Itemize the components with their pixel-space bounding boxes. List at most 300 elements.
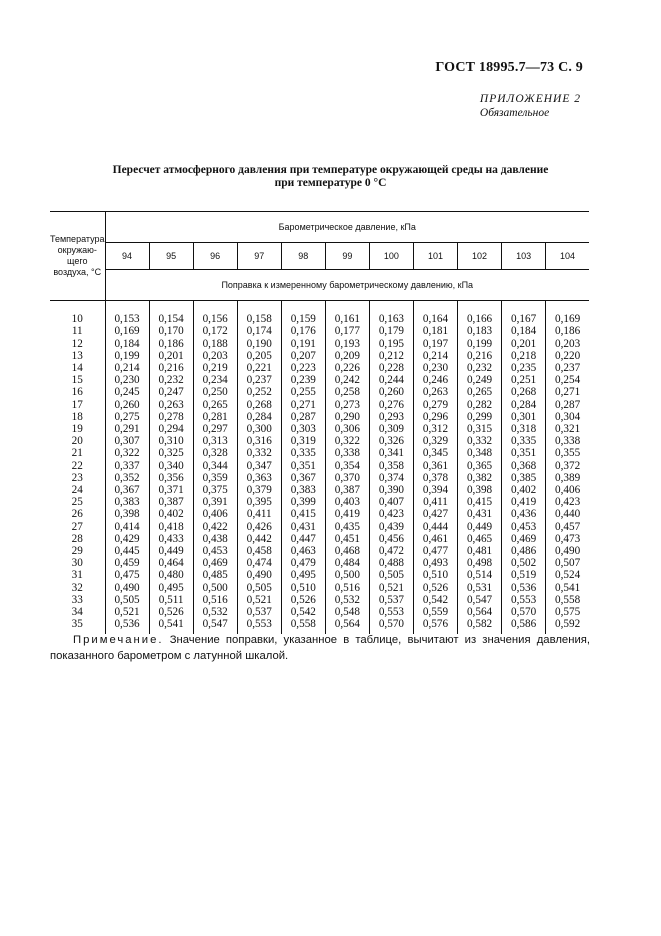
table-row — [50, 508, 589, 520]
appendix-block — [480, 92, 581, 120]
correction-value-cell: 0,365 — [458, 460, 502, 472]
correction-value-cell: 0,301 — [502, 411, 546, 423]
table-row — [50, 399, 589, 411]
spacer-cell — [325, 301, 369, 314]
pressure-header-cell: 104 — [546, 243, 589, 270]
correction-value-cell: 0,316 — [237, 435, 281, 447]
correction-value-cell: 0,442 — [237, 533, 281, 545]
correction-value-cell: 0,347 — [237, 460, 281, 472]
temp-header-line: Температура — [50, 234, 105, 244]
correction-value-cell: 0,453 — [502, 521, 546, 533]
correction-value-cell: 0,203 — [193, 350, 237, 362]
correction-value-cell: 0,232 — [149, 374, 193, 386]
correction-value-cell: 0,214 — [413, 350, 457, 362]
correction-value-cell: 0,521 — [369, 582, 413, 594]
correction-value-cell: 0,219 — [193, 362, 237, 374]
correction-value-cell: 0,370 — [325, 472, 369, 484]
correction-value-cell: 0,575 — [554, 606, 581, 619]
correction-value-cell: 0,519 — [502, 569, 546, 581]
correction-value-cell: 0,279 — [413, 399, 457, 411]
correction-value-cell: 0,564 — [458, 606, 502, 618]
correction-value-cell: 0,464 — [149, 557, 193, 569]
correction-value-cell: 0,367 — [105, 484, 149, 496]
correction-value-cell: 0,547 — [458, 594, 502, 606]
correction-value-cell: 0,284 — [237, 411, 281, 423]
correction-value-cell: 0,477 — [413, 545, 457, 557]
correction-value-cell: 0,387 — [149, 496, 193, 508]
correction-value-cell: 0,218 — [502, 350, 546, 362]
correction-value-cell: 0,385 — [502, 472, 546, 484]
correction-value-cell: 0,344 — [193, 460, 237, 472]
pressure-header-cell: 100 — [369, 243, 413, 270]
pressure-group-header: Барометрическое давление, кПа — [105, 212, 589, 243]
correction-value-cell: 0,340 — [149, 460, 193, 472]
table-row — [50, 569, 589, 581]
correction-value-cell: 0,332 — [458, 435, 502, 447]
correction-value-cell: 0,300 — [237, 423, 281, 435]
pressure-header-cell: 102 — [458, 243, 502, 270]
correction-value-cell: 0,526 — [413, 582, 457, 594]
correction-value-cell: 0,541 — [149, 618, 193, 630]
spacer-cell — [50, 301, 105, 314]
correction-value-cell: 0,473 — [554, 532, 581, 545]
correction-value-cell: 0,391 — [193, 496, 237, 508]
correction-value-cell: 0,161 — [325, 313, 369, 325]
appendix-subtitle: Обязательное — [479, 107, 550, 119]
correction-value-cell: 0,209 — [325, 350, 369, 362]
correction-value-cell: 0,230 — [105, 374, 149, 386]
correction-value-cell: 0,321 — [554, 423, 581, 436]
temperature-cell: 18 — [50, 411, 105, 423]
correction-value-cell: 0,186 — [149, 338, 193, 350]
correction-value-cell: 0,558 — [281, 618, 325, 630]
spacer-cell — [149, 301, 193, 314]
table-row — [50, 594, 589, 606]
correction-value-cell: 0,395 — [237, 496, 281, 508]
correction-value-cell: 0,181 — [413, 325, 457, 337]
correction-value-cell: 0,514 — [458, 569, 502, 581]
pressure-header-cell: 97 — [237, 243, 281, 270]
correction-value-cell: 0,444 — [413, 521, 457, 533]
correction-value-cell: 0,378 — [413, 472, 457, 484]
temperature-cell: 33 — [50, 594, 105, 606]
correction-value-cell: 0,505 — [105, 594, 149, 606]
correction-value-cell: 0,431 — [458, 508, 502, 520]
table-row — [50, 606, 589, 618]
note — [50, 633, 590, 664]
note-label: Примечание. — [73, 634, 164, 646]
spacer-cell — [502, 301, 546, 314]
temperature-cell: 29 — [50, 545, 105, 557]
correction-value-cell: 0,500 — [325, 569, 369, 581]
table-row — [50, 386, 589, 398]
correction-value-cell: 0,338 — [554, 435, 581, 448]
correction-value-cell: 0,315 — [458, 423, 502, 435]
temperature-cell: 10 — [50, 313, 105, 325]
spacer-cell — [105, 301, 149, 314]
correction-value-cell: 0,484 — [325, 557, 369, 569]
temperature-cell: 30 — [50, 557, 105, 569]
correction-value-cell: 0,485 — [193, 569, 237, 581]
correction-value-cell: 0,284 — [502, 399, 546, 411]
correction-value-cell: 0,255 — [281, 386, 325, 398]
table-row — [50, 545, 589, 557]
correction-value-cell: 0,281 — [193, 411, 237, 423]
correction-value-cell: 0,188 — [193, 338, 237, 350]
correction-value-cell: 0,586 — [502, 618, 546, 630]
temperature-cell: 34 — [50, 606, 105, 618]
table-row — [50, 350, 589, 362]
correction-value-cell: 0,456 — [369, 533, 413, 545]
correction-value-cell: 0,282 — [458, 399, 502, 411]
correction-value-cell: 0,332 — [237, 447, 281, 459]
correction-value-cell: 0,480 — [149, 569, 193, 581]
correction-value-cell: 0,234 — [193, 374, 237, 386]
correction-value-cell: 0,511 — [149, 594, 193, 606]
correction-value-cell: 0,402 — [149, 508, 193, 520]
note-text: Значение поправки, указанное в таблице, вычитают из значения давления, показанного барометром с латунной шкалой. — [50, 634, 591, 662]
correction-value-cell: 0,536 — [502, 582, 546, 594]
correction-value-cell: 0,197 — [413, 338, 457, 350]
correction-value-cell: 0,313 — [193, 435, 237, 447]
correction-value-cell: 0,226 — [325, 362, 369, 374]
correction-value-cell: 0,570 — [502, 606, 546, 618]
pressure-header-cell: 95 — [149, 243, 193, 270]
correction-value-cell: 0,246 — [413, 374, 457, 386]
correction-value-cell: 0,287 — [281, 411, 325, 423]
correction-value-cell: 0,205 — [237, 350, 281, 362]
correction-value-cell: 0,469 — [193, 557, 237, 569]
correction-value-cell: 0,310 — [149, 435, 193, 447]
correction-value-cell: 0,195 — [369, 338, 413, 350]
correction-value-cell: 0,193 — [325, 338, 369, 350]
correction-table — [50, 211, 589, 634]
correction-value-cell: 0,526 — [281, 594, 325, 606]
correction-value-cell: 0,294 — [149, 423, 193, 435]
correction-value-cell: 0,303 — [281, 423, 325, 435]
temperature-cell: 21 — [50, 447, 105, 459]
correction-value-cell: 0,537 — [369, 594, 413, 606]
correction-value-cell: 0,338 — [325, 447, 369, 459]
correction-value-cell: 0,426 — [237, 521, 281, 533]
temperature-cell: 28 — [50, 533, 105, 545]
table-row — [50, 460, 589, 472]
correction-value-cell: 0,559 — [413, 606, 457, 618]
correction-value-cell: 0,394 — [413, 484, 457, 496]
correction-value-cell: 0,214 — [105, 362, 149, 374]
correction-value-cell: 0,299 — [458, 411, 502, 423]
table-row — [50, 362, 589, 374]
correction-value-cell: 0,276 — [369, 399, 413, 411]
correction-value-cell: 0,291 — [105, 423, 149, 435]
correction-value-cell: 0,532 — [325, 594, 369, 606]
correction-value-cell: 0,237 — [554, 362, 581, 374]
correction-value-cell: 0,190 — [237, 338, 281, 350]
pressure-header-cell: 101 — [413, 243, 457, 270]
correction-value-cell: 0,265 — [458, 386, 502, 398]
correction-value-cell: 0,521 — [237, 594, 281, 606]
correction-value-cell: 0,429 — [105, 533, 149, 545]
correction-value-cell: 0,176 — [281, 325, 325, 337]
correction-value-cell: 0,216 — [458, 350, 502, 362]
correction-value-cell: 0,500 — [193, 582, 237, 594]
table-row — [50, 496, 589, 508]
temperature-cell: 15 — [50, 374, 105, 386]
correction-value-cell: 0,553 — [369, 606, 413, 618]
correction-value-cell: 0,363 — [237, 472, 281, 484]
correction-value-cell: 0,398 — [458, 484, 502, 496]
pressure-header-cell: 103 — [502, 243, 546, 270]
correction-value-cell: 0,498 — [458, 557, 502, 569]
temperature-cell: 19 — [50, 423, 105, 435]
table-row — [50, 618, 589, 630]
correction-value-cell: 0,156 — [193, 313, 237, 325]
table-row — [50, 582, 589, 594]
table-row — [50, 557, 589, 569]
correction-value-cell: 0,154 — [149, 313, 193, 325]
correction-value-cell: 0,592 — [554, 618, 581, 631]
correction-value-cell: 0,419 — [502, 496, 546, 508]
correction-value-cell: 0,354 — [325, 460, 369, 472]
correction-value-cell: 0,449 — [458, 521, 502, 533]
correction-value-cell: 0,390 — [369, 484, 413, 496]
correction-value-cell: 0,486 — [502, 545, 546, 557]
correction-value-cell: 0,398 — [105, 508, 149, 520]
correction-value-cell: 0,435 — [325, 521, 369, 533]
correction-value-cell: 0,174 — [237, 325, 281, 337]
correction-value-cell: 0,415 — [281, 508, 325, 520]
correction-value-cell: 0,548 — [325, 606, 369, 618]
correction-value-cell: 0,318 — [502, 423, 546, 435]
correction-value-cell: 0,239 — [281, 374, 325, 386]
correction-value-cell: 0,399 — [281, 496, 325, 508]
correction-value-cell: 0,422 — [193, 521, 237, 533]
correction-value-cell: 0,260 — [105, 399, 149, 411]
correction-value-cell: 0,319 — [281, 435, 325, 447]
correction-value-cell: 0,570 — [369, 618, 413, 630]
correction-group-header: Поправка к измеренному барометрическому давлению, кПа — [105, 270, 589, 301]
correction-value-cell: 0,361 — [413, 460, 457, 472]
pressure-header-cell: 96 — [193, 243, 237, 270]
correction-value-cell: 0,495 — [281, 569, 325, 581]
correction-value-cell: 0,358 — [369, 460, 413, 472]
correction-value-cell: 0,438 — [193, 533, 237, 545]
correction-value-cell: 0,495 — [149, 582, 193, 594]
spacer-cell — [413, 301, 457, 314]
correction-value-cell: 0,542 — [281, 606, 325, 618]
correction-value-cell: 0,516 — [193, 594, 237, 606]
correction-value-cell: 0,177 — [325, 325, 369, 337]
correction-value-cell: 0,488 — [369, 557, 413, 569]
temperature-cell: 11 — [50, 325, 105, 337]
correction-value-cell: 0,553 — [237, 618, 281, 630]
correction-value-cell: 0,419 — [325, 508, 369, 520]
pressure-header-cell: 98 — [281, 243, 325, 270]
correction-value-cell: 0,411 — [413, 496, 457, 508]
correction-value-cell: 0,375 — [193, 484, 237, 496]
correction-value-cell: 0,431 — [281, 521, 325, 533]
correction-value-cell: 0,242 — [325, 374, 369, 386]
correction-value-cell: 0,247 — [149, 386, 193, 398]
correction-value-cell: 0,326 — [369, 435, 413, 447]
correction-value-cell: 0,481 — [458, 545, 502, 557]
correction-value-cell: 0,172 — [193, 325, 237, 337]
temp-header-line: окружаю- — [57, 245, 97, 255]
correction-value-cell: 0,465 — [458, 533, 502, 545]
temp-header-line: воздуха, °С — [53, 267, 102, 277]
temperature-cell: 13 — [50, 350, 105, 362]
correction-value-cell: 0,265 — [193, 399, 237, 411]
correction-value-cell: 0,379 — [237, 484, 281, 496]
correction-value-cell: 0,389 — [554, 471, 581, 484]
correction-value-cell: 0,445 — [105, 545, 149, 557]
correction-value-cell: 0,207 — [281, 350, 325, 362]
correction-value-cell: 0,163 — [369, 313, 413, 325]
correction-value-cell: 0,263 — [149, 399, 193, 411]
correction-value-cell: 0,502 — [502, 557, 546, 569]
correction-value-cell: 0,521 — [105, 606, 149, 618]
correction-value-cell: 0,223 — [281, 362, 325, 374]
correction-value-cell: 0,228 — [369, 362, 413, 374]
correction-value-cell: 0,427 — [413, 508, 457, 520]
correction-value-cell: 0,220 — [554, 349, 581, 362]
correction-value-cell: 0,440 — [554, 508, 581, 521]
table-row — [50, 313, 589, 325]
table-row — [50, 472, 589, 484]
correction-value-cell: 0,268 — [502, 386, 546, 398]
correction-value-cell: 0,179 — [369, 325, 413, 337]
correction-value-cell: 0,278 — [149, 411, 193, 423]
correction-value-cell: 0,367 — [281, 472, 325, 484]
correction-value-cell: 0,423 — [554, 496, 581, 509]
table-row — [50, 521, 589, 533]
temp-header-line: щего — [67, 256, 88, 266]
correction-value-cell: 0,576 — [413, 618, 457, 630]
correction-value-cell: 0,490 — [554, 545, 581, 558]
correction-value-cell: 0,309 — [369, 423, 413, 435]
table-row — [50, 423, 589, 435]
correction-value-cell: 0,235 — [502, 362, 546, 374]
correction-value-cell: 0,169 — [105, 325, 149, 337]
correction-value-cell: 0,510 — [281, 582, 325, 594]
correction-value-cell: 0,524 — [554, 569, 581, 582]
correction-value-cell: 0,167 — [502, 313, 546, 325]
correction-value-cell: 0,237 — [237, 374, 281, 386]
correction-value-cell: 0,351 — [281, 460, 325, 472]
correction-value-cell: 0,271 — [554, 386, 581, 399]
temperature-cell: 16 — [50, 386, 105, 398]
correction-value-cell: 0,383 — [281, 484, 325, 496]
table-row — [50, 338, 589, 350]
correction-value-cell: 0,387 — [325, 484, 369, 496]
correction-value-cell: 0,505 — [237, 582, 281, 594]
temperature-cell: 27 — [50, 521, 105, 533]
correction-value-cell: 0,537 — [237, 606, 281, 618]
correction-value-cell: 0,451 — [325, 533, 369, 545]
correction-value-cell: 0,407 — [369, 496, 413, 508]
correction-value-cell: 0,312 — [413, 423, 457, 435]
temperature-cell: 31 — [50, 569, 105, 581]
correction-value-cell: 0,273 — [325, 399, 369, 411]
correction-value-cell: 0,290 — [325, 411, 369, 423]
correction-value-cell: 0,406 — [554, 484, 581, 497]
correction-value-cell: 0,287 — [554, 398, 581, 411]
correction-value-cell: 0,493 — [413, 557, 457, 569]
correction-value-cell: 0,325 — [149, 447, 193, 459]
correction-value-cell: 0,355 — [554, 447, 581, 460]
table-title-line-2: при температуре 0 °С — [274, 177, 387, 189]
spacer-cell — [237, 301, 281, 314]
correction-value-cell: 0,258 — [325, 386, 369, 398]
temperature-cell: 17 — [50, 399, 105, 411]
correction-value-cell: 0,345 — [413, 447, 457, 459]
correction-value-cell: 0,359 — [193, 472, 237, 484]
correction-value-cell: 0,406 — [193, 508, 237, 520]
temperature-cell: 20 — [50, 435, 105, 447]
correction-value-cell: 0,403 — [325, 496, 369, 508]
correction-value-cell: 0,461 — [413, 533, 457, 545]
appendix-title: ПРИЛОЖЕНИЕ 2 — [479, 93, 581, 105]
correction-value-cell: 0,164 — [413, 313, 457, 325]
correction-value-cell: 0,297 — [193, 423, 237, 435]
table-row — [50, 447, 589, 459]
correction-value-cell: 0,170 — [149, 325, 193, 337]
correction-value-cell: 0,216 — [149, 362, 193, 374]
correction-value-cell: 0,374 — [369, 472, 413, 484]
correction-value-cell: 0,414 — [105, 521, 149, 533]
correction-value-cell: 0,553 — [502, 594, 546, 606]
correction-value-cell: 0,166 — [458, 313, 502, 325]
correction-value-cell: 0,423 — [369, 508, 413, 520]
correction-value-cell: 0,463 — [281, 545, 325, 557]
correction-value-cell: 0,271 — [281, 399, 325, 411]
correction-value-cell: 0,532 — [193, 606, 237, 618]
temperature-cell: 26 — [50, 508, 105, 520]
table-row — [50, 374, 589, 386]
spacer-cell — [369, 301, 413, 314]
correction-value-cell: 0,457 — [554, 520, 581, 533]
correction-value-cell: 0,453 — [193, 545, 237, 557]
temperature-cell: 12 — [50, 338, 105, 350]
correction-value-cell: 0,541 — [554, 581, 581, 594]
correction-value-cell: 0,382 — [458, 472, 502, 484]
correction-value-cell: 0,536 — [105, 618, 149, 630]
correction-value-cell: 0,510 — [413, 569, 457, 581]
correction-value-cell: 0,306 — [325, 423, 369, 435]
correction-value-cell: 0,351 — [502, 447, 546, 459]
correction-value-cell: 0,328 — [193, 447, 237, 459]
correction-value-cell: 0,159 — [281, 313, 325, 325]
correction-value-cell: 0,439 — [369, 521, 413, 533]
correction-value-cell: 0,458 — [237, 545, 281, 557]
correction-value-cell: 0,516 — [325, 582, 369, 594]
table-title — [0, 164, 661, 190]
temperature-cell: 32 — [50, 582, 105, 594]
correction-value-cell: 0,459 — [105, 557, 149, 569]
correction-value-cell: 0,183 — [458, 325, 502, 337]
correction-value-cell: 0,322 — [325, 435, 369, 447]
temperature-column-header — [50, 212, 105, 301]
correction-value-cell: 0,252 — [237, 386, 281, 398]
correction-value-cell: 0,490 — [237, 569, 281, 581]
correction-value-cell: 0,191 — [281, 338, 325, 350]
correction-value-cell: 0,348 — [458, 447, 502, 459]
temperature-cell: 14 — [50, 362, 105, 374]
correction-value-cell: 0,254 — [554, 374, 581, 387]
table-row — [50, 533, 589, 545]
temperature-cell: 22 — [50, 460, 105, 472]
table-row — [50, 411, 589, 423]
